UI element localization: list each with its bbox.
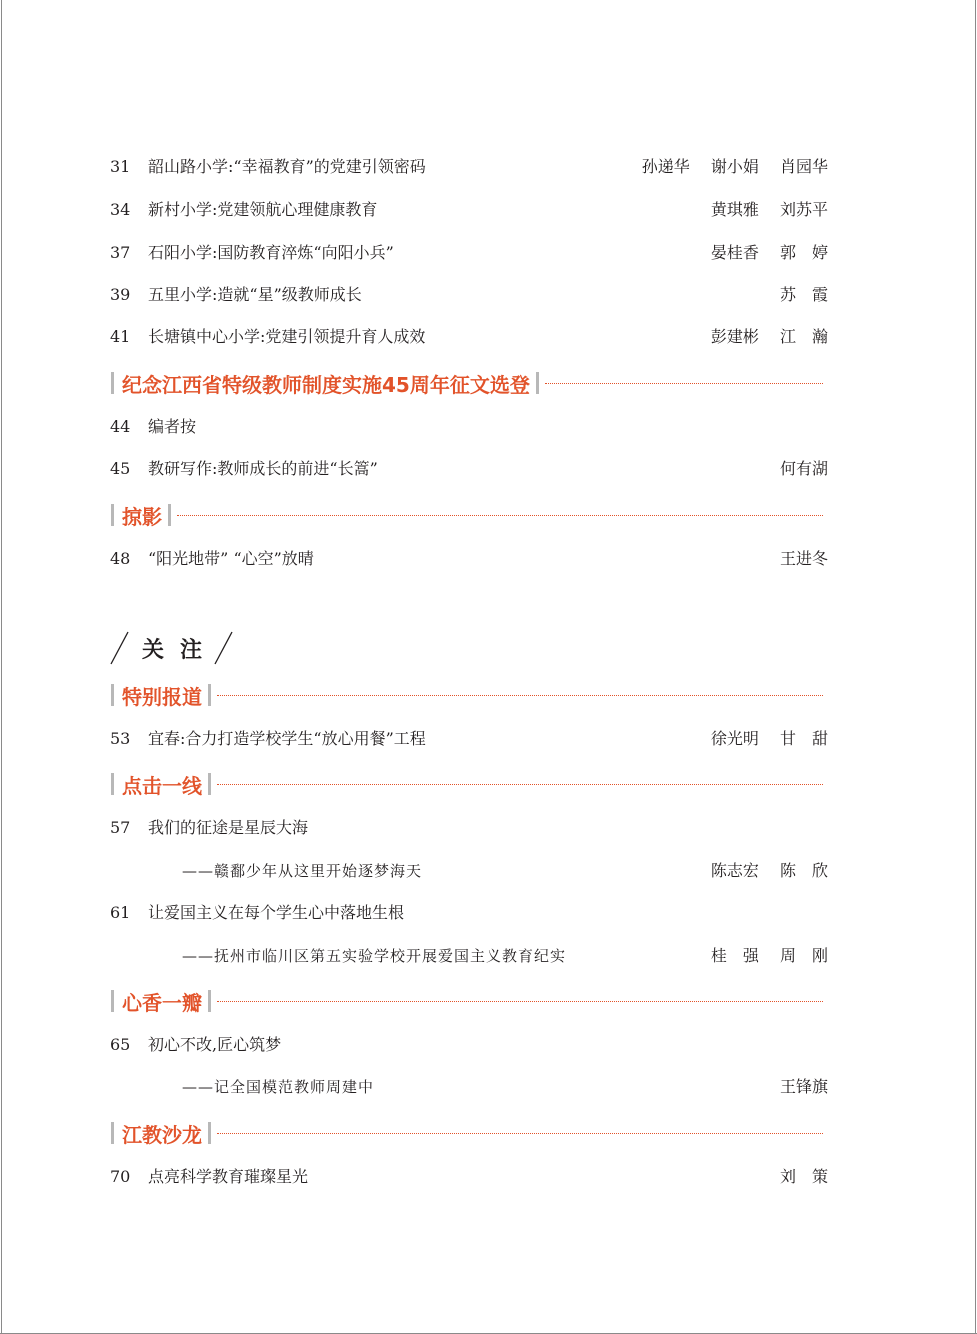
author: 谢小娟 <box>710 157 759 176</box>
author: 郭 婷 <box>779 243 828 262</box>
entry-title: 教研写作:教师成长的前进“长篙” <box>148 459 378 478</box>
toc-entry[interactable] <box>110 282 828 308</box>
entry-authors <box>695 943 828 969</box>
author: 刘苏平 <box>779 200 828 219</box>
toc-entry[interactable] <box>110 1032 828 1058</box>
author: 苏 霞 <box>779 285 828 304</box>
dotted-rule <box>545 383 823 384</box>
section-title: 心香一瓣 <box>122 990 202 1015</box>
section-bar-left <box>111 372 114 394</box>
section-bar-left <box>111 1122 114 1144</box>
author: 王锋旗 <box>779 1077 828 1096</box>
author: 彭建彬 <box>710 327 759 346</box>
section-header-salon <box>111 1119 823 1147</box>
author: 江 瀚 <box>779 327 828 346</box>
section-header-special <box>111 681 823 709</box>
entry-title: 让爱国主义在每个学生心中落地生根 <box>148 903 405 922</box>
dotted-rule <box>217 784 823 785</box>
author: 孙递华 <box>641 157 690 176</box>
author: 王进冬 <box>779 549 828 568</box>
section-bar-left <box>111 684 114 706</box>
slash-right-icon <box>212 630 234 666</box>
entry-subtitle: ——抚州市临川区第五实验学校开展爱国主义教育纪实 <box>182 947 567 965</box>
page-number: 34 <box>110 200 131 219</box>
section-header-photo <box>111 501 823 529</box>
toc-entry[interactable] <box>110 726 828 752</box>
entry-title: 编者按 <box>148 417 197 436</box>
entry-subtitle: ——记全国模范教师周建中 <box>182 1078 375 1096</box>
entry-authors <box>695 858 828 884</box>
page-edge-left <box>1 0 2 1334</box>
entry-title: 石阳小学:国防教育淬炼“向阳小兵” <box>148 243 394 262</box>
section-bar-right <box>208 1122 211 1144</box>
toc-entry[interactable] <box>110 546 828 572</box>
page-number: 61 <box>110 903 131 922</box>
entry-title: 长塘镇中心小学:党建引领提升育人成效 <box>148 327 426 346</box>
section-title: 江教沙龙 <box>122 1122 202 1147</box>
entry-authors <box>764 1074 828 1100</box>
dotted-rule <box>177 515 823 516</box>
section-header-commemorate <box>111 369 823 397</box>
section-bar-left <box>111 504 114 526</box>
section-header-heart <box>111 987 823 1015</box>
entry-title: 我们的征途是星辰大海 <box>148 818 309 837</box>
entry-authors <box>695 324 828 350</box>
entry-authors <box>695 726 828 752</box>
author: 甘 甜 <box>779 729 828 748</box>
category-heading <box>108 630 234 666</box>
toc-entry[interactable] <box>110 197 828 223</box>
page-edge-right <box>975 0 976 1334</box>
section-title: 纪念江西省特级教师制度实施45周年征文选登 <box>122 372 530 397</box>
entry-title: 点亮科学教育璀璨星光 <box>148 1167 309 1186</box>
toc-entry[interactable] <box>110 414 828 440</box>
page-number: 53 <box>110 729 131 748</box>
toc-entry[interactable] <box>110 240 828 266</box>
author: 陈 欣 <box>779 861 828 880</box>
entry-authors <box>695 240 828 266</box>
author: 何有湖 <box>779 459 828 478</box>
toc-entry[interactable] <box>110 900 828 926</box>
page-number: 45 <box>110 459 131 478</box>
author: 肖园华 <box>779 157 828 176</box>
entry-subtitle: ——赣鄱少年从这里开始逐梦海天 <box>182 862 423 880</box>
section-bar-right <box>208 773 211 795</box>
author: 刘 策 <box>779 1167 828 1186</box>
category-title: 关注 <box>142 637 219 663</box>
entry-authors <box>764 546 828 572</box>
entry-title: “阳光地带” “心空”放晴 <box>148 549 314 568</box>
section-bar-left <box>111 990 114 1012</box>
page-number: 70 <box>110 1167 131 1186</box>
toc-entry-subtitle <box>110 1074 828 1100</box>
toc-entry[interactable] <box>110 815 828 841</box>
page-number: 37 <box>110 243 131 262</box>
page-number: 65 <box>110 1035 131 1054</box>
entry-authors <box>764 282 828 308</box>
section-bar-right <box>208 684 211 706</box>
entry-title: 初心不改,匠心筑梦 <box>148 1035 282 1054</box>
section-bar-right <box>208 990 211 1012</box>
entry-authors <box>695 197 828 223</box>
author: 黄琪雅 <box>710 200 759 219</box>
toc-entry[interactable] <box>110 324 828 350</box>
section-title: 掠影 <box>122 504 162 529</box>
dotted-rule <box>217 1133 823 1134</box>
page-number: 57 <box>110 818 131 837</box>
entry-authors <box>764 1164 828 1190</box>
toc-entry[interactable] <box>110 1164 828 1190</box>
entry-title: 宜春:合力打造学校学生“放心用餐”工程 <box>148 729 426 748</box>
section-bar-left <box>111 773 114 795</box>
entry-title: 韶山路小学:“幸福教育”的党建引领密码 <box>148 157 426 176</box>
entry-title: 五里小学:造就“星”级教师成长 <box>148 285 362 304</box>
page-number: 31 <box>110 157 131 176</box>
dotted-rule <box>217 1001 823 1002</box>
author: 徐光明 <box>710 729 759 748</box>
section-bar-right <box>536 372 539 394</box>
author: 陈志宏 <box>710 861 759 880</box>
toc-entry[interactable] <box>110 154 828 180</box>
slash-left-icon <box>108 630 130 666</box>
author: 周 刚 <box>779 946 828 965</box>
section-header-frontline <box>111 770 823 798</box>
section-bar-right <box>168 504 171 526</box>
entry-authors <box>626 154 828 180</box>
entry-title: 新村小学:党建领航心理健康教育 <box>148 200 378 219</box>
author: 晏桂香 <box>710 243 759 262</box>
entry-authors <box>764 456 828 482</box>
page-number: 48 <box>110 549 131 568</box>
page-number: 44 <box>110 417 131 436</box>
author: 桂 强 <box>710 946 759 965</box>
section-title: 特别报道 <box>122 684 202 709</box>
section-title: 点击一线 <box>122 773 202 798</box>
toc-entry[interactable] <box>110 456 828 482</box>
toc-entry-subtitle <box>110 943 828 969</box>
dotted-rule <box>217 695 823 696</box>
page-number: 39 <box>110 285 131 304</box>
page-number: 41 <box>110 327 131 346</box>
toc-entry-subtitle <box>110 858 828 884</box>
